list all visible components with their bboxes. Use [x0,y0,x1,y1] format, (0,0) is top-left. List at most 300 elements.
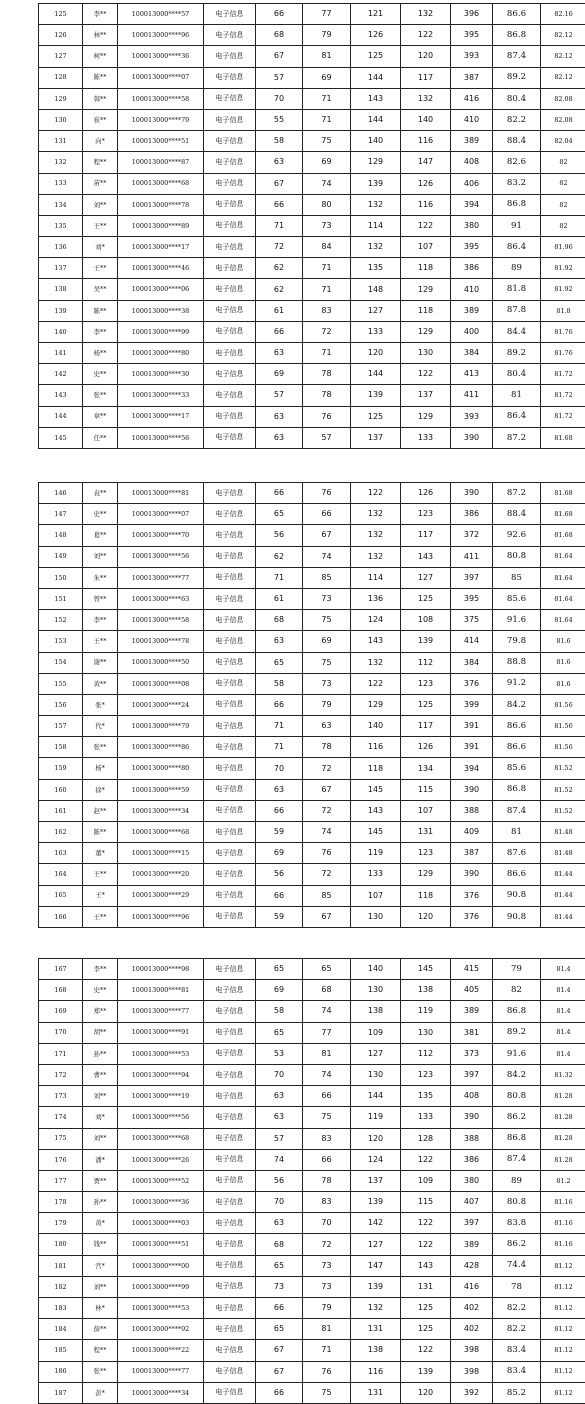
initial-total-cell: 397 [451,567,493,588]
politics-score-cell: 57 [256,67,303,88]
score-table-2 [38,482,585,928]
table-row [39,779,585,800]
politics-score-cell: 65 [256,959,303,980]
major-cell: 电子信息 [204,1298,256,1319]
politics-score-cell: 72 [256,237,303,258]
final-score-cell: 81.28 [541,1107,585,1128]
english-score-cell: 75 [303,1107,351,1128]
exam-id-cell: 100013000****92 [118,1319,204,1340]
exam-id-cell: 100013000****99 [118,1276,204,1297]
table-row [39,652,585,673]
retest-score-cell: 74.4 [493,1255,541,1276]
final-score-cell: 81.28 [541,1149,585,1170]
politics-score-cell: 70 [256,88,303,109]
retest-score-cell: 88.4 [493,504,541,525]
table-row [39,716,585,737]
initial-total-cell: 395 [451,237,493,258]
table-row [39,1234,585,1255]
table-row [39,800,585,821]
english-score-cell: 83 [303,300,351,321]
english-score-cell: 75 [303,131,351,152]
retest-score-cell: 79 [493,959,541,980]
final-score-cell: 81.68 [541,525,585,546]
politics-score-cell: 66 [256,694,303,715]
table-row [39,1255,585,1276]
retest-score-cell: 91.6 [493,1043,541,1064]
name-cell: 张** [83,1361,118,1382]
exam-id-cell: 100013000****53 [118,1298,204,1319]
final-score-cell: 82.16 [541,4,585,25]
professional-score-cell: 131 [401,1276,451,1297]
initial-total-cell: 391 [451,737,493,758]
final-score-cell: 81.12 [541,1382,585,1403]
professional-score-cell: 117 [401,67,451,88]
major-cell: 电子信息 [204,406,256,427]
name-cell: 彭* [83,1382,118,1403]
initial-total-cell: 411 [451,546,493,567]
rank-cell: 148 [39,525,83,546]
retest-score-cell: 84.2 [493,694,541,715]
retest-score-cell: 86.4 [493,406,541,427]
retest-score-cell: 86.6 [493,737,541,758]
professional-score-cell: 120 [401,906,451,927]
math-score-cell: 119 [351,1107,401,1128]
english-score-cell: 57 [303,427,351,448]
final-score-cell: 81.28 [541,1086,585,1107]
initial-total-cell: 384 [451,652,493,673]
initial-total-cell: 390 [451,427,493,448]
initial-total-cell: 372 [451,525,493,546]
name-cell: 张** [83,385,118,406]
professional-score-cell: 145 [401,959,451,980]
major-cell: 电子信息 [204,1022,256,1043]
table-row [39,864,585,885]
english-score-cell: 69 [303,631,351,652]
math-score-cell: 129 [351,694,401,715]
retest-score-cell: 91.6 [493,610,541,631]
name-cell: 刘** [83,1276,118,1297]
exam-id-cell: 100013000****78 [118,631,204,652]
initial-total-cell: 388 [451,1128,493,1149]
final-score-cell: 81.2 [541,1170,585,1191]
retest-score-cell: 86.8 [493,1128,541,1149]
table-row [39,737,585,758]
rank-cell: 149 [39,546,83,567]
english-score-cell: 73 [303,673,351,694]
rank-cell: 178 [39,1192,83,1213]
english-score-cell: 69 [303,67,351,88]
english-score-cell: 73 [303,588,351,609]
major-cell: 电子信息 [204,546,256,567]
major-cell: 电子信息 [204,67,256,88]
retest-score-cell: 90.8 [493,906,541,927]
rank-cell: 150 [39,567,83,588]
professional-score-cell: 122 [401,1340,451,1361]
professional-score-cell: 118 [401,885,451,906]
major-cell: 电子信息 [204,1001,256,1022]
professional-score-cell: 126 [401,483,451,504]
initial-total-cell: 388 [451,800,493,821]
major-cell: 电子信息 [204,980,256,1001]
retest-score-cell: 84.4 [493,321,541,342]
initial-total-cell: 416 [451,88,493,109]
politics-score-cell: 53 [256,1043,303,1064]
english-score-cell: 76 [303,483,351,504]
major-cell: 电子信息 [204,1361,256,1382]
name-cell: 胡** [83,1022,118,1043]
exam-id-cell: 100013000****34 [118,800,204,821]
exam-id-cell: 100013000****99 [118,321,204,342]
final-score-cell: 81.56 [541,737,585,758]
rank-cell: 142 [39,364,83,385]
initial-total-cell: 376 [451,885,493,906]
politics-score-cell: 66 [256,1298,303,1319]
final-score-cell: 81.12 [541,1255,585,1276]
table-row [39,237,585,258]
major-cell: 电子信息 [204,321,256,342]
exam-id-cell: 100013000****79 [118,716,204,737]
final-score-cell: 81.44 [541,864,585,885]
exam-id-cell: 100013000****26 [118,1149,204,1170]
initial-total-cell: 375 [451,610,493,631]
initial-total-cell: 415 [451,959,493,980]
professional-score-cell: 118 [401,258,451,279]
major-cell: 电子信息 [204,800,256,821]
retest-score-cell: 82.6 [493,152,541,173]
name-cell: 王** [83,215,118,236]
english-score-cell: 75 [303,610,351,631]
exam-id-cell: 100013000****56 [118,546,204,567]
professional-score-cell: 107 [401,237,451,258]
major-cell: 电子信息 [204,1107,256,1128]
politics-score-cell: 61 [256,588,303,609]
math-score-cell: 121 [351,4,401,25]
table-row [39,1001,585,1022]
final-score-cell: 81.8 [541,300,585,321]
final-score-cell: 81.52 [541,758,585,779]
initial-total-cell: 376 [451,906,493,927]
exam-id-cell: 100013000****70 [118,525,204,546]
professional-score-cell: 129 [401,321,451,342]
professional-score-cell: 143 [401,546,451,567]
rank-cell: 141 [39,343,83,364]
politics-score-cell: 69 [256,980,303,1001]
retest-score-cell: 86.8 [493,194,541,215]
initial-total-cell: 394 [451,194,493,215]
retest-score-cell: 86.6 [493,716,541,737]
table-row [39,385,585,406]
final-score-cell: 81.48 [541,843,585,864]
rank-cell: 152 [39,610,83,631]
politics-score-cell: 59 [256,906,303,927]
english-score-cell: 74 [303,822,351,843]
final-score-cell: 81.12 [541,1361,585,1382]
rank-cell: 157 [39,716,83,737]
math-score-cell: 122 [351,483,401,504]
math-score-cell: 145 [351,779,401,800]
rank-cell: 128 [39,67,83,88]
final-score-cell: 81.96 [541,237,585,258]
english-score-cell: 76 [303,1361,351,1382]
retest-score-cell: 84.2 [493,1064,541,1085]
name-cell: 王** [83,906,118,927]
exam-id-cell: 100013000****36 [118,46,204,67]
final-score-cell: 82 [541,173,585,194]
math-score-cell: 116 [351,737,401,758]
english-score-cell: 72 [303,1234,351,1255]
name-cell: 王** [83,258,118,279]
table-row [39,1298,585,1319]
politics-score-cell: 74 [256,1149,303,1170]
name-cell: 陈** [83,822,118,843]
politics-score-cell: 67 [256,1361,303,1382]
table-row [39,152,585,173]
major-cell: 电子信息 [204,364,256,385]
exam-id-cell: 100013000****24 [118,694,204,715]
major-cell: 电子信息 [204,109,256,130]
major-cell: 电子信息 [204,131,256,152]
initial-total-cell: 390 [451,483,493,504]
exam-id-cell: 100013000****07 [118,67,204,88]
rank-cell: 177 [39,1170,83,1191]
professional-score-cell: 140 [401,109,451,130]
professional-score-cell: 130 [401,343,451,364]
rank-cell: 176 [39,1149,83,1170]
table-row [39,364,585,385]
professional-score-cell: 117 [401,716,451,737]
rank-cell: 170 [39,1022,83,1043]
initial-total-cell: 390 [451,1107,493,1128]
politics-score-cell: 65 [256,1022,303,1043]
name-cell: 李** [83,321,118,342]
retest-score-cell: 83.2 [493,173,541,194]
table-row [39,1170,585,1191]
rank-cell: 184 [39,1319,83,1340]
math-score-cell: 130 [351,1064,401,1085]
rank-cell: 130 [39,109,83,130]
final-score-cell: 81.64 [541,610,585,631]
retest-score-cell: 87.2 [493,483,541,504]
name-cell: 苗** [83,173,118,194]
english-score-cell: 72 [303,758,351,779]
table-row [39,258,585,279]
rank-cell: 131 [39,131,83,152]
english-score-cell: 67 [303,779,351,800]
initial-total-cell: 386 [451,504,493,525]
professional-score-cell: 116 [401,131,451,152]
politics-score-cell: 71 [256,215,303,236]
professional-score-cell: 123 [401,843,451,864]
rank-cell: 139 [39,300,83,321]
initial-total-cell: 397 [451,1213,493,1234]
retest-score-cell: 86.6 [493,864,541,885]
table-row [39,906,585,927]
english-score-cell: 63 [303,716,351,737]
name-cell: 黄** [83,673,118,694]
professional-score-cell: 126 [401,737,451,758]
final-score-cell: 82.04 [541,131,585,152]
politics-score-cell: 66 [256,321,303,342]
exam-id-cell: 100013000****98 [118,959,204,980]
name-cell: 孙** [83,1043,118,1064]
math-score-cell: 139 [351,173,401,194]
politics-score-cell: 71 [256,737,303,758]
rank-cell: 183 [39,1298,83,1319]
table-row [39,525,585,546]
math-score-cell: 132 [351,1298,401,1319]
final-score-cell: 82.08 [541,109,585,130]
rank-cell: 153 [39,631,83,652]
english-score-cell: 66 [303,1086,351,1107]
final-score-cell: 81.16 [541,1192,585,1213]
exam-id-cell: 100013000****36 [118,1192,204,1213]
major-cell: 电子信息 [204,1192,256,1213]
table-row [39,588,585,609]
rank-cell: 163 [39,843,83,864]
retest-score-cell: 85 [493,567,541,588]
retest-score-cell: 88.4 [493,131,541,152]
math-score-cell: 144 [351,109,401,130]
retest-score-cell: 78 [493,1276,541,1297]
retest-score-cell: 85.6 [493,758,541,779]
english-score-cell: 79 [303,25,351,46]
initial-total-cell: 393 [451,406,493,427]
final-score-cell: 82.08 [541,88,585,109]
rank-cell: 138 [39,279,83,300]
major-cell: 电子信息 [204,483,256,504]
table-row [39,1149,585,1170]
initial-total-cell: 428 [451,1255,493,1276]
table-row [39,67,585,88]
major-cell: 电子信息 [204,673,256,694]
rank-cell: 173 [39,1086,83,1107]
math-score-cell: 109 [351,1022,401,1043]
initial-total-cell: 387 [451,843,493,864]
professional-score-cell: 122 [401,1149,451,1170]
professional-score-cell: 107 [401,800,451,821]
score-table-3 [38,958,585,1404]
professional-score-cell: 137 [401,385,451,406]
exam-id-cell: 100013000****58 [118,88,204,109]
table-row [39,567,585,588]
final-score-cell: 81.16 [541,1213,585,1234]
rank-cell: 179 [39,1213,83,1234]
exam-id-cell: 100013000****22 [118,1340,204,1361]
math-score-cell: 137 [351,1170,401,1191]
math-score-cell: 126 [351,25,401,46]
major-cell: 电子信息 [204,1213,256,1234]
initial-total-cell: 386 [451,258,493,279]
rank-cell: 151 [39,588,83,609]
math-score-cell: 143 [351,631,401,652]
professional-score-cell: 126 [401,173,451,194]
english-score-cell: 66 [303,504,351,525]
table-row [39,1128,585,1149]
rank-cell: 147 [39,504,83,525]
major-cell: 电子信息 [204,906,256,927]
rank-cell: 132 [39,152,83,173]
final-score-cell: 81.6 [541,673,585,694]
initial-total-cell: 399 [451,694,493,715]
final-score-cell: 81.64 [541,588,585,609]
major-cell: 电子信息 [204,1064,256,1085]
politics-score-cell: 68 [256,610,303,631]
retest-score-cell: 83.4 [493,1340,541,1361]
final-score-cell: 81.72 [541,364,585,385]
name-cell: 赵** [83,800,118,821]
politics-score-cell: 61 [256,300,303,321]
retest-score-cell: 87.4 [493,1149,541,1170]
major-cell: 电子信息 [204,300,256,321]
retest-score-cell: 87.8 [493,300,541,321]
final-score-cell: 81.16 [541,1234,585,1255]
name-cell: 崔** [83,109,118,130]
math-score-cell: 138 [351,1340,401,1361]
retest-score-cell: 85.2 [493,1382,541,1403]
politics-score-cell: 56 [256,525,303,546]
professional-score-cell: 120 [401,1382,451,1403]
politics-score-cell: 62 [256,258,303,279]
english-score-cell: 72 [303,800,351,821]
math-score-cell: 132 [351,525,401,546]
exam-id-cell: 100013000****17 [118,406,204,427]
exam-id-cell: 100013000****58 [118,610,204,631]
professional-score-cell: 115 [401,1192,451,1213]
major-cell: 电子信息 [204,152,256,173]
final-score-cell: 81.12 [541,1340,585,1361]
english-score-cell: 76 [303,843,351,864]
name-cell: 杨** [83,343,118,364]
politics-score-cell: 57 [256,385,303,406]
retest-score-cell: 81.8 [493,279,541,300]
major-cell: 电子信息 [204,88,256,109]
major-cell: 电子信息 [204,525,256,546]
rank-cell: 125 [39,4,83,25]
politics-score-cell: 65 [256,1319,303,1340]
exam-id-cell: 100013000****86 [118,737,204,758]
english-score-cell: 71 [303,1340,351,1361]
table-row [39,980,585,1001]
math-score-cell: 147 [351,1255,401,1276]
table-row [39,1319,585,1340]
table-row [39,1276,585,1297]
retest-score-cell: 80.4 [493,364,541,385]
politics-score-cell: 68 [256,25,303,46]
politics-score-cell: 65 [256,1255,303,1276]
english-score-cell: 83 [303,1128,351,1149]
major-cell: 电子信息 [204,343,256,364]
table-row [39,694,585,715]
professional-score-cell: 109 [401,1170,451,1191]
table-row [39,427,585,448]
english-score-cell: 77 [303,4,351,25]
exam-id-cell: 100013000****91 [118,1022,204,1043]
name-cell: 史** [83,504,118,525]
professional-score-cell: 122 [401,364,451,385]
english-score-cell: 73 [303,1255,351,1276]
rank-cell: 160 [39,779,83,800]
retest-score-cell: 80.8 [493,1192,541,1213]
exam-id-cell: 100013000****06 [118,279,204,300]
initial-total-cell: 414 [451,631,493,652]
rank-cell: 167 [39,959,83,980]
math-score-cell: 144 [351,364,401,385]
retest-score-cell: 92.6 [493,525,541,546]
rank-cell: 174 [39,1107,83,1128]
final-score-cell: 82 [541,215,585,236]
politics-score-cell: 63 [256,152,303,173]
table-row [39,546,585,567]
